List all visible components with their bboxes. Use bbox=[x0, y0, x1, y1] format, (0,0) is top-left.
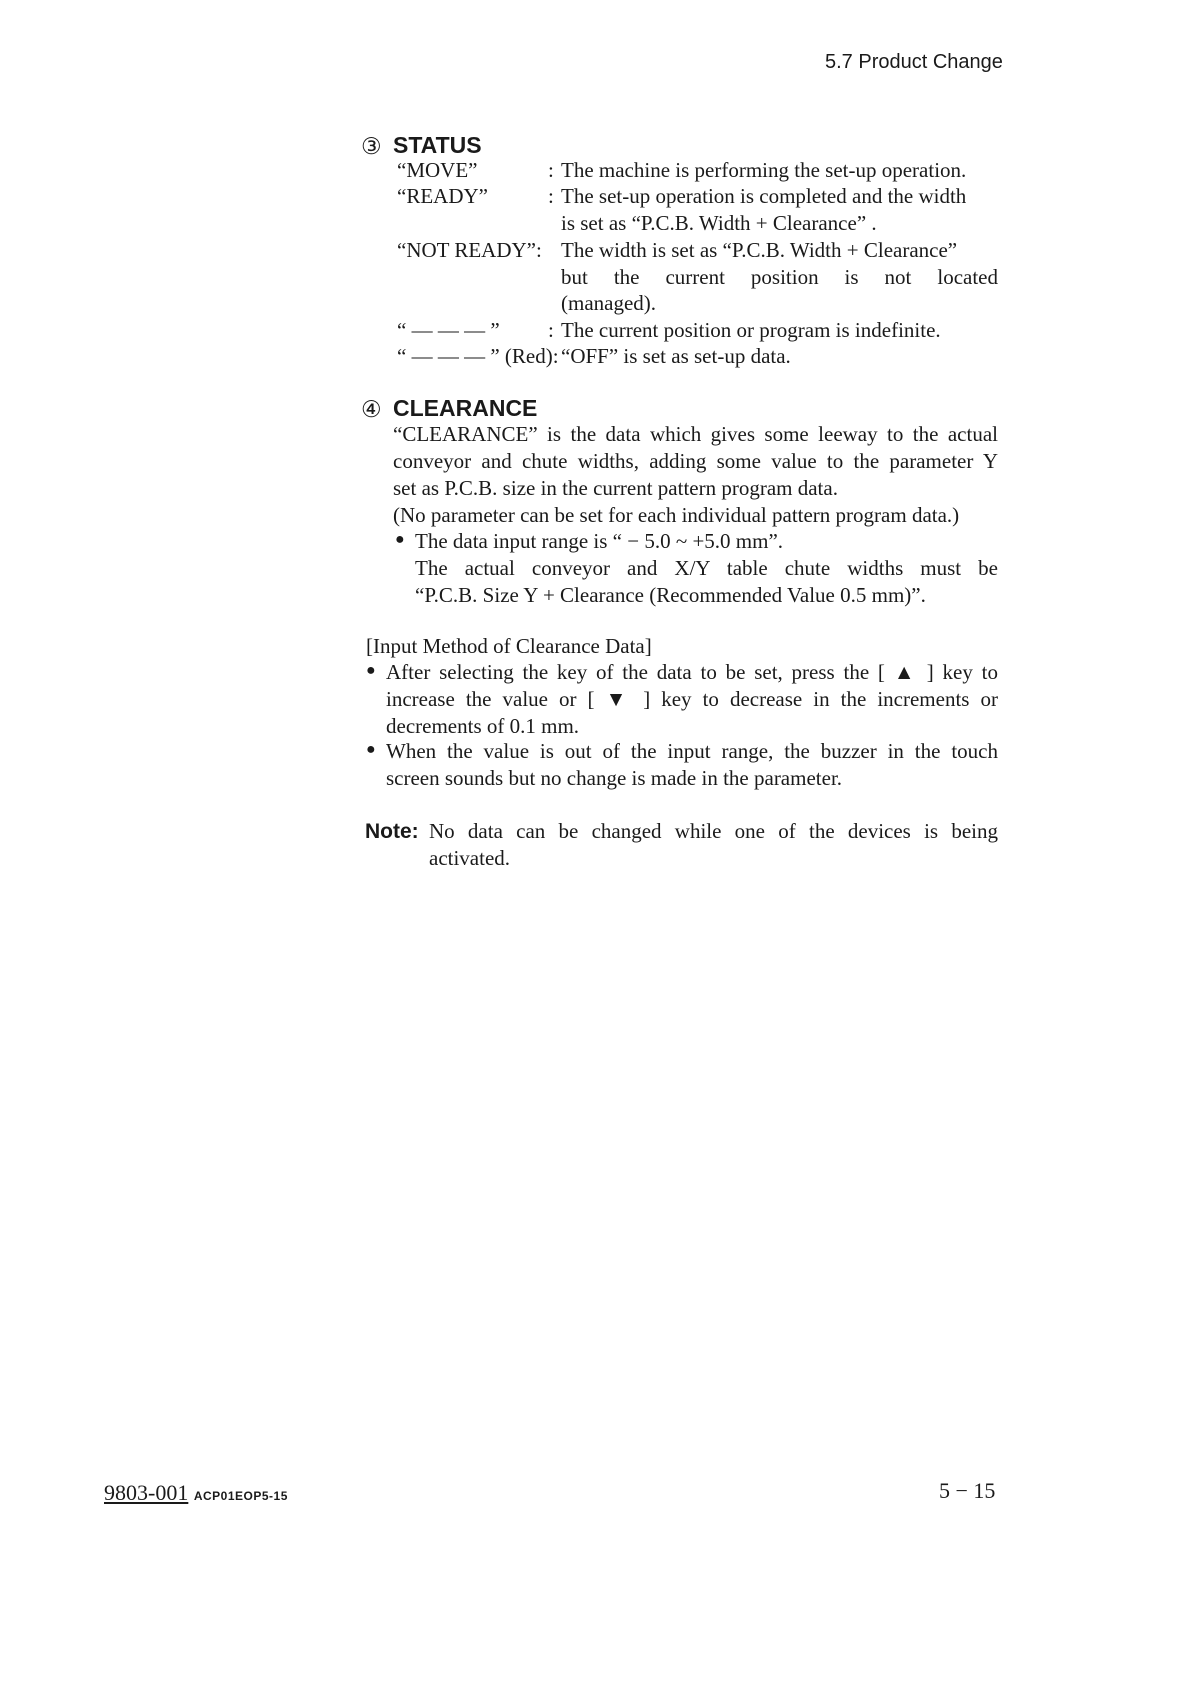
status-term-not-ready: “NOT READY”: bbox=[397, 238, 542, 262]
input-method-bullet-1-line-3: decrements of 0.1 mm. bbox=[386, 714, 580, 738]
note-line-1: No data can be changed while one of the devices is being bbox=[429, 819, 998, 843]
bullet-icon: ● bbox=[395, 531, 405, 548]
status-desc-indefinite: The current position or program is indefinite. bbox=[561, 318, 941, 342]
note-label: Note: bbox=[365, 820, 419, 843]
clearance-paragraph-line-1: “CLEARANCE” is the data which gives some leeway to the actual bbox=[393, 422, 998, 446]
status-term-ready: “READY” bbox=[397, 184, 488, 208]
status-sep-indefinite: : bbox=[548, 318, 554, 342]
input-method-bullet-2-line-1: When the value is out of the input range, the buzzer in the touch bbox=[386, 739, 998, 763]
input-method-title: [Input Method of Clearance Data] bbox=[366, 634, 652, 658]
status-term-move: “MOVE” bbox=[397, 158, 478, 182]
input-method-bullet-1-line-2: increase the value or [ ▼ ] key to decrease in the increments or bbox=[386, 687, 998, 711]
running-header: 5.7 Product Change bbox=[825, 51, 1003, 73]
clearance-paragraph-line-4: (No parameter can be set for each individual pattern program data.) bbox=[393, 503, 960, 527]
note-line-2: activated. bbox=[429, 846, 511, 870]
status-sep-ready: : bbox=[548, 184, 554, 208]
status-marker: ③ bbox=[361, 133, 382, 159]
status-desc-not-ready-2: but the current position is not located bbox=[561, 265, 998, 289]
status-sep-move: : bbox=[548, 158, 554, 182]
status-desc-not-ready-1: The width is set as “P.C.B. Width + Clearance” bbox=[561, 238, 958, 262]
clearance-paragraph-line-3: set as P.C.B. size in the current pattern program data. bbox=[393, 476, 838, 500]
clearance-bullet-line-2: The actual conveyor and X/Y table chute widths must be bbox=[415, 556, 998, 580]
status-heading: STATUS bbox=[393, 132, 482, 158]
status-desc-move: The machine is performing the set-up operation. bbox=[561, 158, 967, 182]
page-number: 5 − 15 bbox=[939, 1478, 996, 1503]
status-desc-not-ready-3: (managed). bbox=[561, 291, 657, 315]
clearance-marker: ④ bbox=[361, 396, 382, 422]
input-method-bullet-2-line-2: screen sounds but no change is made in the parameter. bbox=[386, 766, 843, 790]
status-desc-red: “OFF” is set as set-up data. bbox=[561, 344, 791, 368]
footer-doc-code: ACP01EOP5-15 bbox=[193, 1489, 288, 1503]
input-method-bullet-1-line-1: After selecting the key of the data to be set, press the [ ▲ ] key to bbox=[386, 660, 998, 684]
status-term-indefinite: “ — — — ” bbox=[397, 318, 500, 342]
footer-doc-id bbox=[104, 1480, 288, 1506]
footer-doc-number: 9803-001 bbox=[104, 1480, 189, 1505]
bullet-icon: ● bbox=[366, 741, 376, 758]
status-term-red: “ — — — ” (Red): bbox=[397, 344, 559, 368]
clearance-bullet-line-3: “P.C.B. Size Y + Clearance (Recommended Value 0.5 mm)”. bbox=[415, 583, 926, 607]
clearance-heading: CLEARANCE bbox=[393, 395, 538, 421]
clearance-paragraph-line-2: conveyor and chute widths, adding some value to the parameter Y bbox=[393, 449, 998, 473]
status-desc-ready-1: The set-up operation is completed and the width bbox=[561, 184, 967, 208]
status-desc-ready-2: is set as “P.C.B. Width + Clearance” . bbox=[561, 211, 877, 235]
bullet-icon: ● bbox=[366, 662, 376, 679]
clearance-bullet-line-1: The data input range is “ − 5.0 ~ +5.0 mm”. bbox=[415, 529, 784, 553]
